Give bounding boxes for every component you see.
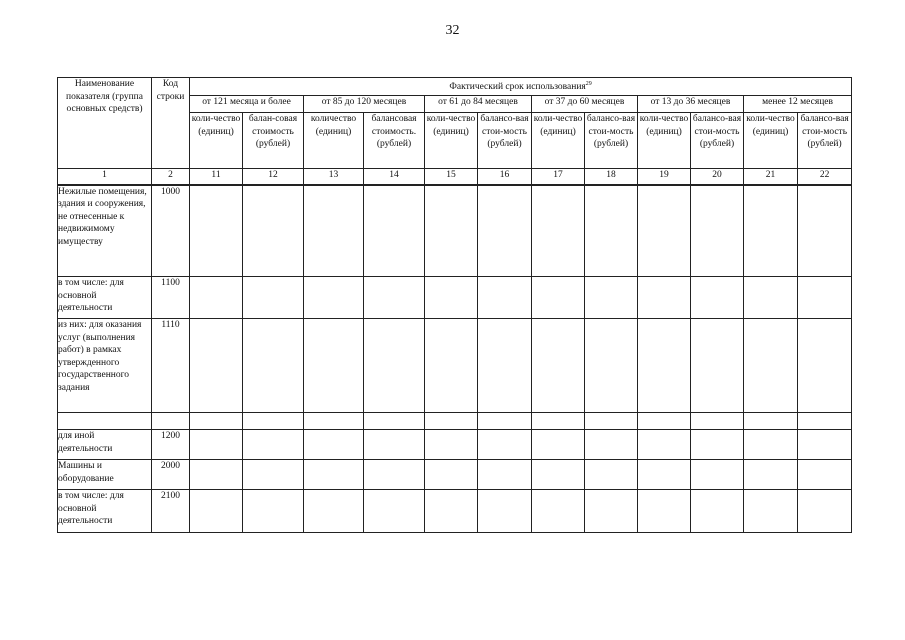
- column-number: 18: [585, 169, 638, 185]
- row-name: Нежилые помещения, здания и сооружения, не отнесенные к недвижимому имуществу: [58, 185, 152, 277]
- table-row: [58, 460, 852, 490]
- table-row: [58, 430, 852, 460]
- subheader-quantity: коли-чество (единиц): [190, 113, 243, 169]
- column-number-row: [58, 169, 852, 185]
- row-code: 1000: [152, 185, 190, 277]
- period-header-2: от 85 до 120 месяцев: [304, 96, 425, 113]
- row-name: в том числе: для основной деятельности: [58, 277, 152, 319]
- subheader-quantity: коли-чество (единиц): [638, 113, 691, 169]
- column-number: 11: [190, 169, 243, 185]
- table-row: [58, 490, 852, 533]
- table-row: [58, 277, 852, 319]
- column-number: 19: [638, 169, 691, 185]
- row-name: в том числе: для основной деятельности: [58, 490, 152, 533]
- header-actual-period-label: Фактический срок использования: [449, 82, 586, 93]
- subheader-quantity: количество (единиц): [304, 113, 364, 169]
- subheader-balance-value: балансовая стоимость. (рублей): [364, 113, 425, 169]
- header-actual-period: [190, 78, 852, 96]
- footnote-marker: 29: [585, 81, 592, 87]
- column-number: 15: [425, 169, 478, 185]
- row-code: 1100: [152, 277, 190, 319]
- period-header-6: менее 12 месяцев: [744, 96, 852, 113]
- row-code: 2000: [152, 460, 190, 490]
- period-header-1: от 121 месяца и более: [190, 96, 304, 113]
- column-number: 12: [243, 169, 304, 185]
- subheader-balance-value: балансо-вая стои-мость (рублей): [478, 113, 532, 169]
- row-code: [152, 413, 190, 430]
- table-row: [58, 413, 852, 430]
- column-number: 14: [364, 169, 425, 185]
- subheader-balance-value: балансо-вая стои-мость (рублей): [585, 113, 638, 169]
- column-number: 13: [304, 169, 364, 185]
- period-header-4: от 37 до 60 месяцев: [532, 96, 638, 113]
- header-code-column: Код строки: [152, 78, 190, 169]
- column-number: 22: [798, 169, 852, 185]
- page-number: 32: [445, 23, 460, 38]
- column-number: 2: [152, 169, 190, 185]
- subheader-balance-value: балансо-вая стои-мость (рублей): [691, 113, 744, 169]
- subheader-quantity: коли-чество (единиц): [744, 113, 798, 169]
- column-number: 17: [532, 169, 585, 185]
- table-row: [58, 319, 852, 413]
- column-number: 1: [58, 169, 152, 185]
- fixed-assets-table: [57, 77, 852, 533]
- column-number: 21: [744, 169, 798, 185]
- subheader-quantity: коли-чество (единиц): [532, 113, 585, 169]
- period-header-3: от 61 до 84 месяцев: [425, 96, 532, 113]
- column-number: 20: [691, 169, 744, 185]
- subheader-quantity: коли-чество (единиц): [425, 113, 478, 169]
- row-code: 1200: [152, 430, 190, 460]
- column-number: 16: [478, 169, 532, 185]
- row-code: 2100: [152, 490, 190, 533]
- table-row: [58, 185, 852, 277]
- row-name: [58, 413, 152, 430]
- row-name: Машины и оборудование: [58, 460, 152, 490]
- period-header-5: от 13 до 36 месяцев: [638, 96, 744, 113]
- row-name: для иной деятельности: [58, 430, 152, 460]
- subheader-balance-value: балан-совая стоимость (рублей): [243, 113, 304, 169]
- header-name-column: Наименование показателя (группа основных средств): [58, 78, 152, 169]
- subheader-balance-value: балансо-вая стои-мость (рублей): [798, 113, 852, 169]
- row-name: из них: для оказания услуг (выполнения работ) в рамках утвержденного государственного задания: [58, 319, 152, 413]
- row-code: 1110: [152, 319, 190, 413]
